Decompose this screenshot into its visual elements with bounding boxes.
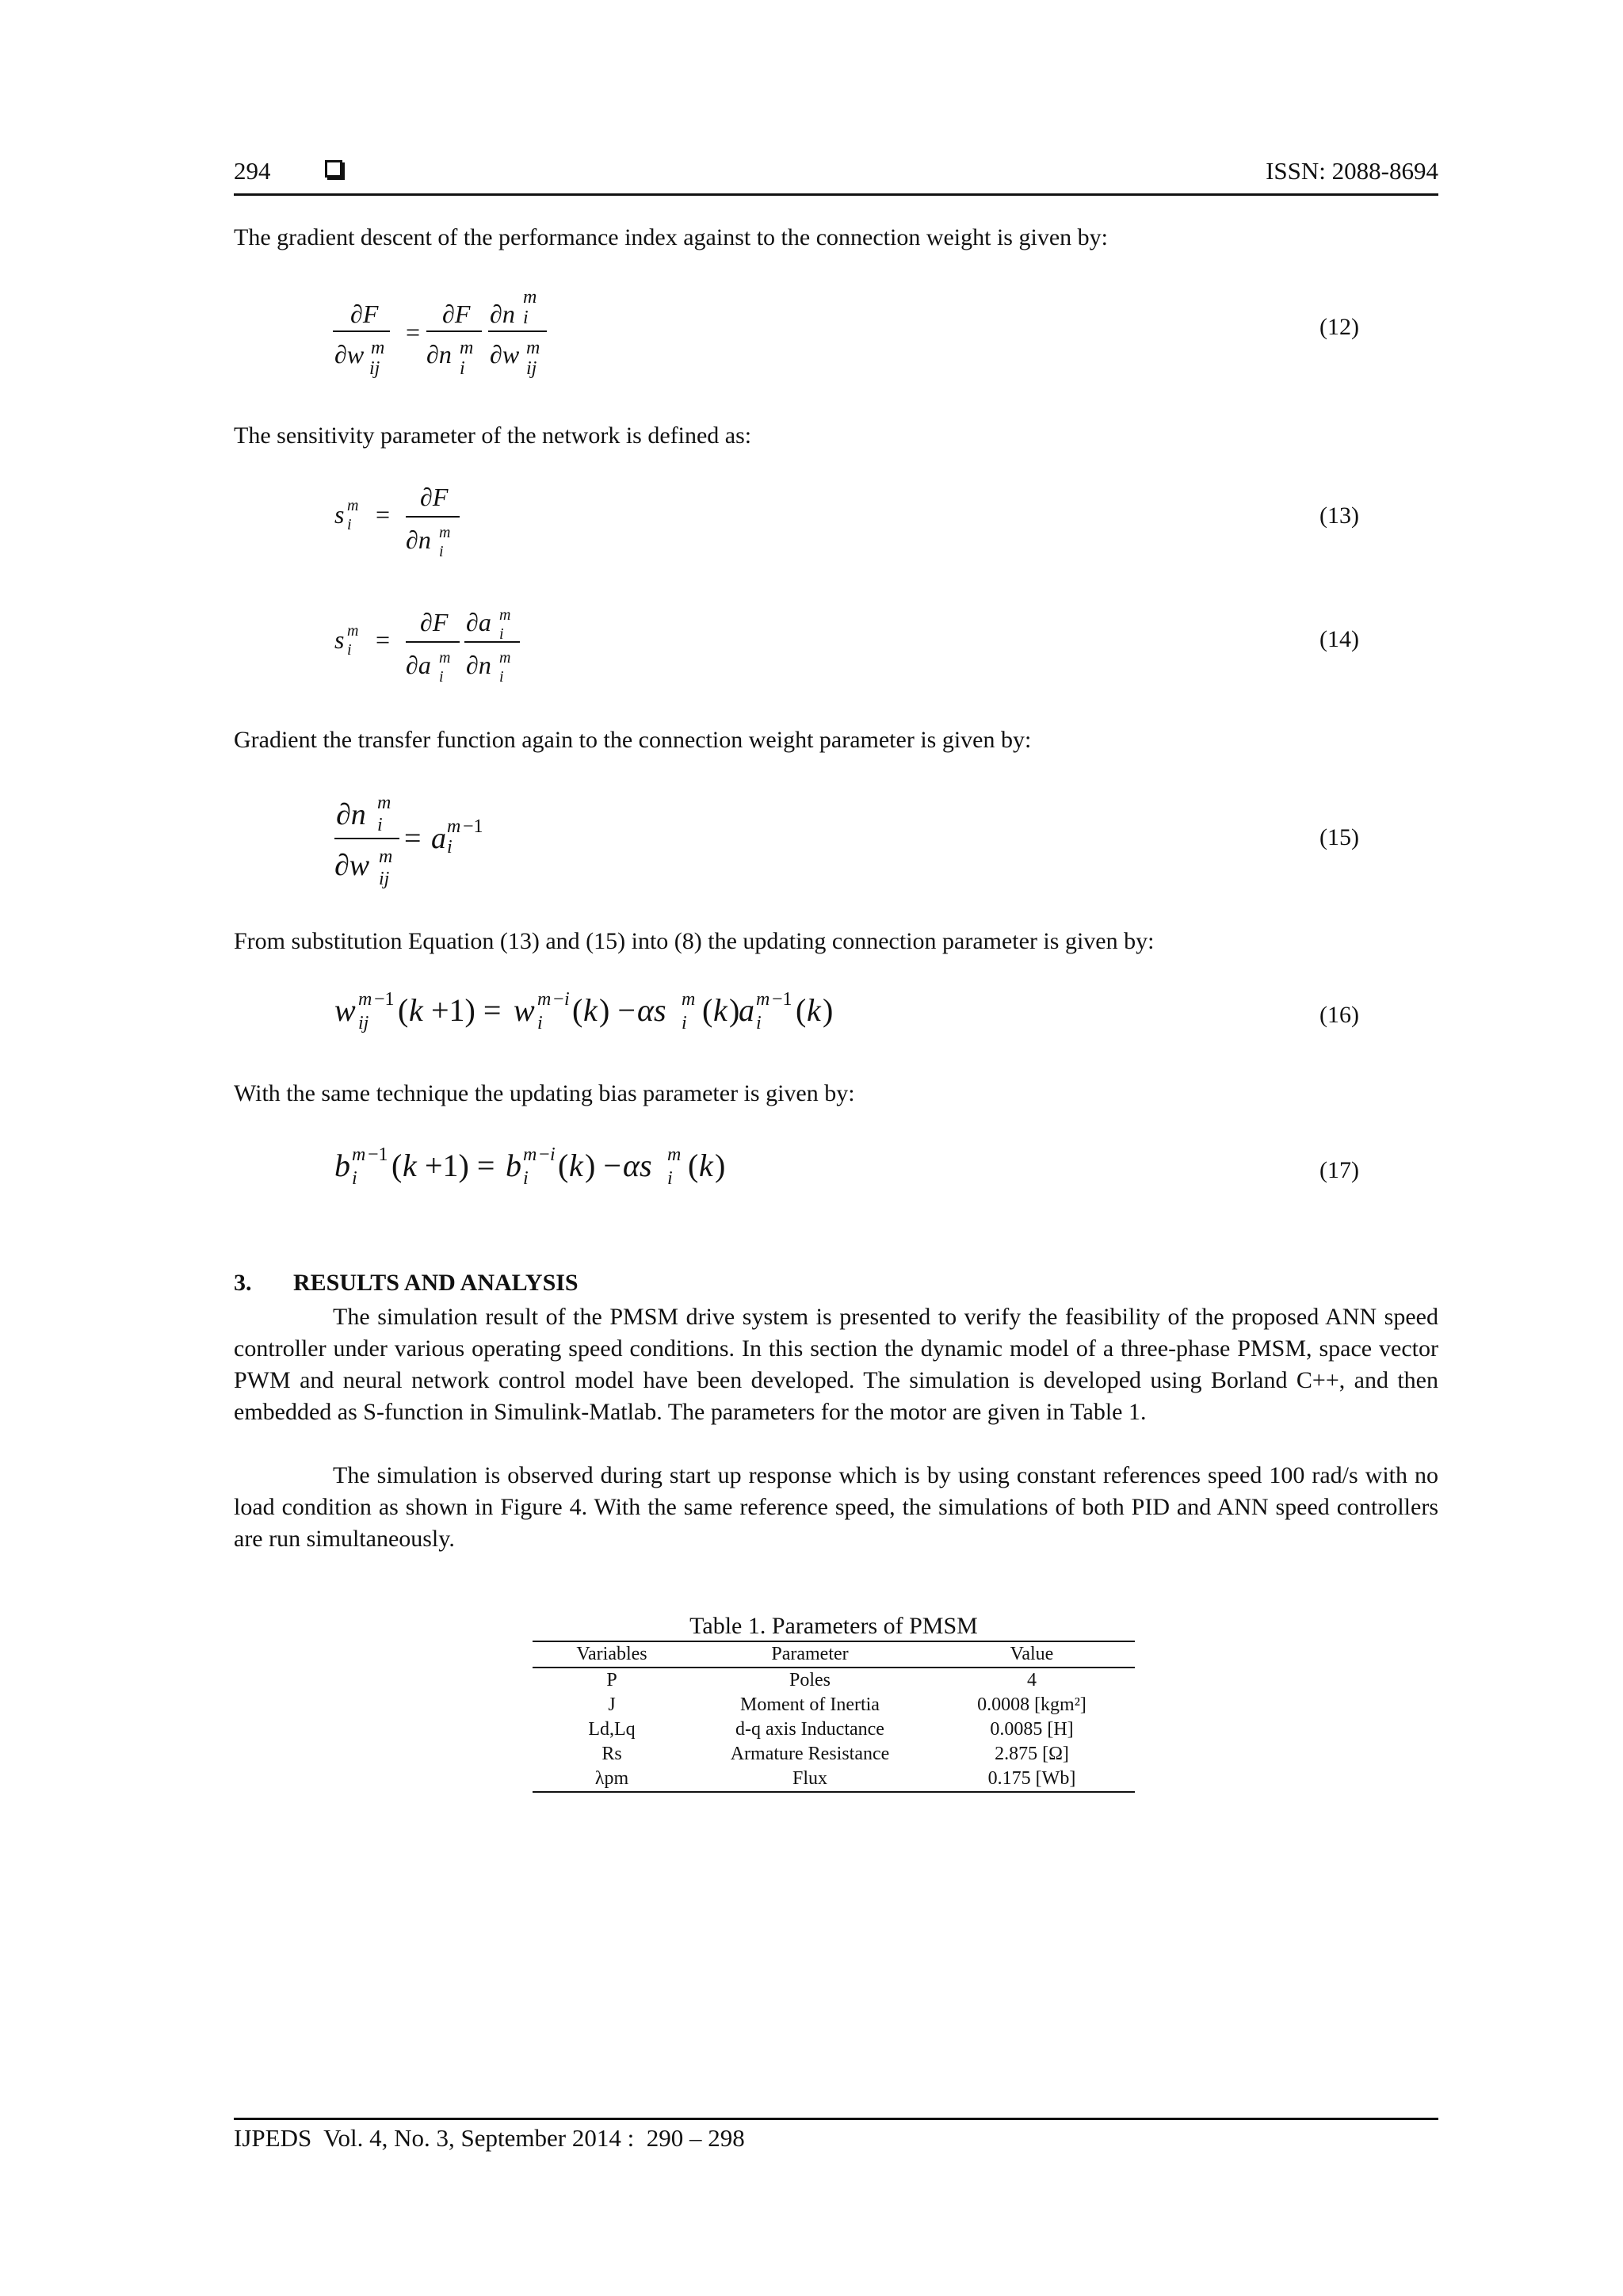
equation-number-14: (14) [1319, 626, 1359, 652]
svg-text:i: i [667, 1168, 673, 1189]
svg-text:(: ( [796, 992, 807, 1028]
table-header: Variables [533, 1641, 691, 1668]
svg-text:m: m [499, 606, 511, 624]
svg-text:i: i [499, 668, 504, 686]
section-number: 3. [234, 1270, 252, 1296]
svg-text:i: i [550, 1144, 556, 1165]
section-paragraph-2: The simulation is observed during start up response which is by using constant references speed 100 rad/s with no load condition as shown in Figure 4. With the same reference speed, the simulations of both PID and ANN speed controllers are run simultaneously. [234, 1462, 1438, 1552]
table-cell: P [606, 1670, 617, 1690]
svg-text:∂a: ∂a [466, 608, 491, 636]
svg-text:−: − [553, 989, 564, 1010]
paragraph-gradient: The gradient descent of the performance index against to the connection weight is given by: [234, 224, 1108, 250]
footer-journal: IJPEDS Vol. 4, No. 3, September 2014 : 290 – 298 [234, 2124, 745, 2152]
svg-text:(: ( [572, 992, 583, 1028]
checkbox-icon [325, 160, 342, 181]
svg-text:a: a [739, 992, 754, 1028]
table-cell: λpm [533, 1767, 691, 1792]
svg-text:−1: −1 [374, 989, 395, 1010]
svg-text:i: i [523, 308, 529, 328]
issn: ISSN: 2088-8694 [1266, 157, 1438, 185]
svg-text:i: i [377, 815, 383, 835]
svg-text:∂n: ∂n [466, 651, 491, 679]
table-header: Parameter [691, 1641, 929, 1668]
table-cell: d-q axis Inductance [735, 1719, 884, 1740]
svg-text:i: i [682, 1013, 687, 1033]
svg-text:=: = [406, 318, 421, 346]
svg-text:a: a [431, 822, 446, 855]
svg-text:∂n: ∂n [406, 525, 431, 554]
equation-number-17: (17) [1319, 1157, 1359, 1183]
equation-12 [333, 285, 571, 388]
svg-text:) −: ) − [599, 992, 636, 1028]
svg-text:∂F: ∂F [442, 300, 471, 328]
svg-text:i: i [564, 989, 570, 1010]
svg-text:): ) [823, 992, 834, 1028]
svg-text:∂w: ∂w [334, 340, 365, 369]
svg-text:m: m [526, 338, 540, 358]
svg-text:∂w: ∂w [334, 849, 370, 882]
section-heading [234, 1270, 579, 1297]
table-cell: Moment of Inertia [740, 1694, 880, 1715]
svg-text:w: w [334, 992, 356, 1028]
svg-text:i: i [523, 1168, 529, 1189]
svg-text:αs: αs [637, 992, 666, 1028]
svg-text:i: i [347, 516, 352, 533]
svg-text:−1: −1 [463, 816, 483, 837]
table-cell: 2.875 [Ω] [995, 1744, 1069, 1764]
svg-text:m: m [667, 1144, 682, 1165]
svg-text:+1) =: +1) = [431, 992, 502, 1028]
svg-text:k: k [713, 992, 727, 1028]
svg-text:∂a: ∂a [406, 651, 431, 679]
svg-text:i: i [460, 358, 465, 379]
svg-text:k: k [807, 992, 821, 1028]
svg-text:m: m [371, 338, 385, 358]
table-row [533, 1668, 1135, 1693]
svg-text:m: m [756, 989, 770, 1010]
table-cell: Ld,Lq [588, 1719, 636, 1740]
svg-text:m: m [523, 1144, 537, 1165]
equation-number-15: (15) [1319, 824, 1359, 850]
svg-text:∂F: ∂F [350, 300, 379, 328]
svg-text:m: m [682, 989, 696, 1010]
svg-text:m: m [352, 1144, 366, 1165]
section-paragraph-1: The simulation result of the PMSM drive system is presented to verify the feasibility of the proposed ANN speed controller under various operating speed conditions. In this section the dynamic model of a three-phase PMSM, space vector PWM and neural network control model have been developed. The simulation is developed using Borland C++, and then embedded as S-function in Simulink-Matlab. The parameters for the motor are given in Table 1. [234, 1304, 1438, 1425]
svg-text:∂w: ∂w [490, 340, 520, 369]
svg-text:αs: αs [623, 1148, 652, 1183]
svg-text:(: ( [688, 1148, 699, 1183]
svg-text:b: b [506, 1148, 521, 1183]
svg-text:b: b [334, 1148, 350, 1183]
svg-text:m: m [347, 622, 359, 640]
svg-text:∂F: ∂F [420, 483, 449, 511]
table-caption: Table 1. Parameters of PMSM [689, 1613, 978, 1639]
svg-text:∂n: ∂n [336, 798, 366, 831]
section-title: RESULTS AND ANALYSIS [293, 1270, 579, 1296]
svg-text:): ) [715, 1148, 726, 1183]
table-row [533, 1693, 1135, 1717]
footer-rule [234, 2118, 1438, 2120]
table-row [533, 1717, 1135, 1742]
equation-number-12: (12) [1319, 314, 1359, 340]
parameters-table [533, 1641, 1135, 1793]
svg-text:s: s [334, 500, 345, 529]
svg-text:i: i [537, 1013, 543, 1033]
table-row [533, 1742, 1135, 1767]
svg-text:=: = [376, 500, 391, 529]
svg-text:k: k [583, 992, 598, 1028]
svg-text:(: ( [391, 1148, 403, 1183]
equation-14 [333, 601, 539, 696]
svg-text:i: i [499, 625, 504, 643]
equation-17 [333, 1137, 745, 1200]
svg-text:ij: ij [379, 869, 390, 889]
svg-text:m: m [537, 989, 552, 1010]
page-number: 294 [234, 157, 271, 185]
table-cell: Rs [601, 1744, 622, 1764]
svg-text:k: k [409, 992, 423, 1028]
table-cell: 4 [1027, 1670, 1037, 1690]
equation-13 [333, 476, 491, 571]
svg-text:i: i [347, 641, 352, 659]
svg-text:∂F: ∂F [420, 608, 449, 636]
svg-text:i: i [439, 543, 444, 560]
paragraph-bias: With the same technique the updating bias parameter is given by: [234, 1080, 855, 1106]
svg-text:m: m [358, 989, 372, 1010]
svg-text:m: m [460, 338, 474, 358]
svg-text:ij: ij [526, 358, 537, 379]
svg-text:m: m [523, 287, 537, 308]
svg-text:=: = [376, 625, 391, 654]
svg-text:(: ( [398, 992, 409, 1028]
header-rule [234, 193, 1438, 196]
svg-text:m: m [379, 846, 393, 867]
svg-text:+1) =: +1) = [425, 1148, 495, 1183]
table-cell: 0.175 [Wb] [929, 1767, 1135, 1792]
table-cell: Poles [789, 1670, 831, 1690]
svg-text:m: m [447, 816, 461, 837]
equation-15 [333, 785, 523, 896]
svg-text:i: i [352, 1168, 357, 1189]
svg-text:i: i [439, 668, 444, 686]
svg-text:(: ( [558, 1148, 569, 1183]
svg-text:w: w [514, 992, 535, 1028]
svg-text:k: k [699, 1148, 713, 1183]
svg-text:k: k [403, 1148, 417, 1183]
svg-text:−1: −1 [368, 1144, 388, 1165]
svg-text:k: k [569, 1148, 583, 1183]
svg-text:m: m [439, 649, 451, 667]
svg-text:s: s [334, 625, 345, 654]
svg-text:m: m [439, 524, 451, 541]
table-cell: J [608, 1694, 616, 1715]
equation-number-16: (16) [1319, 1002, 1359, 1028]
table-cell: 0.0008 [kgm²] [977, 1694, 1086, 1715]
svg-text:=: = [404, 822, 422, 855]
svg-text:−: − [539, 1144, 550, 1165]
paragraph-substitution: From substitution Equation (13) and (15) into (8) the updating connection parameter is given by: [234, 928, 1155, 954]
equation-number-13: (13) [1319, 502, 1359, 529]
svg-text:i: i [447, 837, 453, 858]
table-row [533, 1767, 1135, 1792]
table-header: Value [929, 1641, 1135, 1668]
paragraph-sensitivity: The sensitivity parameter of the network is defined as: [234, 422, 752, 449]
table-cell: Flux [691, 1767, 929, 1792]
svg-text:m: m [377, 793, 391, 813]
svg-text:∂n: ∂n [490, 300, 515, 328]
svg-text:i: i [756, 1013, 762, 1033]
svg-text:ij: ij [369, 358, 380, 379]
svg-text:) −: ) − [585, 1148, 621, 1183]
svg-text:(: ( [702, 992, 713, 1028]
equation-16 [333, 981, 872, 1045]
svg-text:m: m [499, 649, 511, 667]
svg-text:): ) [729, 992, 740, 1028]
svg-text:∂n: ∂n [426, 340, 452, 369]
table-cell: Armature Resistance [730, 1744, 890, 1764]
paragraph-transfer: Gradient the transfer function again to the connection weight parameter is given by: [234, 727, 1032, 753]
table-cell: 0.0085 [H] [990, 1719, 1074, 1740]
svg-text:−1: −1 [772, 989, 792, 1010]
table-header-row [533, 1641, 1135, 1668]
svg-text:ij: ij [358, 1013, 369, 1033]
svg-text:m: m [347, 497, 359, 514]
